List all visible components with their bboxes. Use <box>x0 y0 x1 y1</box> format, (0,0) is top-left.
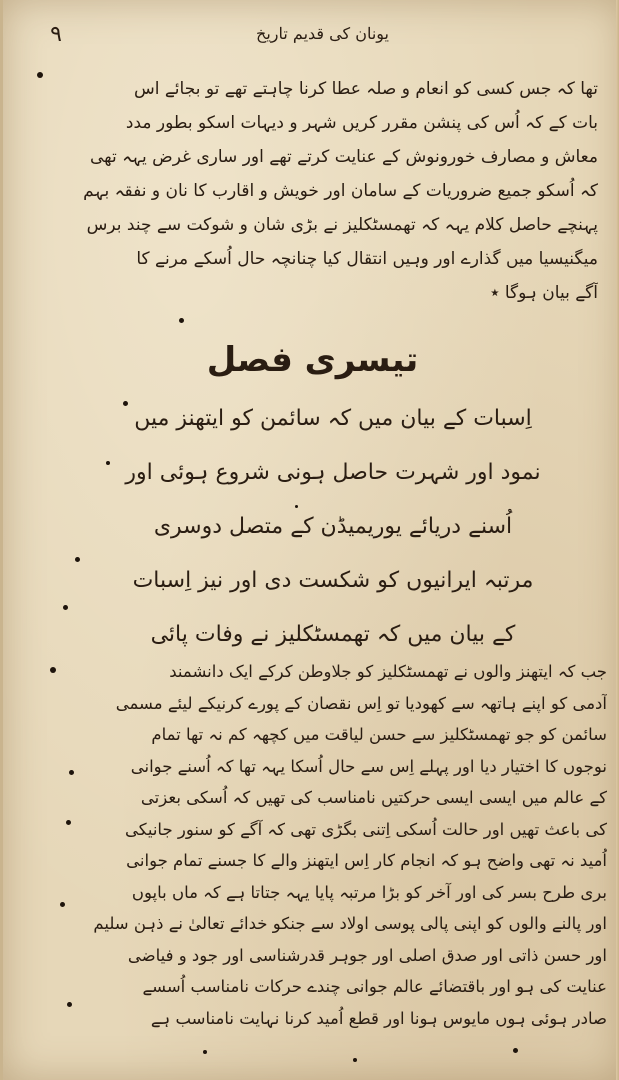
ink-speck <box>106 461 110 465</box>
ink-speck <box>67 1002 72 1007</box>
body-line: سائمن کو جو تھمسٹکلیز سے حسن لیاقت میں کچھہ کم نہ تھا تمام <box>151 725 607 744</box>
ink-speck <box>63 605 68 610</box>
intro-line: معاش و مصارف خورونوش کے عنایت کرتے تھے اور ساری غرض یہہ تھی <box>89 147 598 167</box>
intro-paragraph <box>73 72 598 310</box>
ink-speck <box>203 1050 207 1054</box>
running-title: یونان کی قدیم تاریخ <box>256 24 389 43</box>
ink-speck <box>75 557 80 562</box>
body-line: اور حسن ذاتی اور صدق اصلی اور جوہر قدرشناسی اور جود و فیاضی <box>127 945 607 965</box>
intro-line: پہنچے حاصل کلام یہہ کہ تھمسٹکلیز نے بڑی شان و شوکت سے چند برس <box>86 215 598 235</box>
body-line: جب کہ ایتھنز والوں نے تھمسٹکلیز کو جلاوطن کرکے ایک دانشمند <box>169 662 607 681</box>
body-paragraph <box>75 656 607 1034</box>
ink-speck <box>353 1058 357 1062</box>
body-line: آدمی کو اپنے ہاتھہ سے کھودیا تو اِس نقصان کے پورے کرنیکے لیئے مسمی <box>115 693 607 713</box>
summary-line: کے بیان میں کہ تھمسٹکلیز نے وفات پائی <box>150 622 516 647</box>
ink-speck <box>179 318 184 323</box>
ink-speck <box>123 401 128 406</box>
summary-line: نمود اور شہرت حاصل ہونی شروع ہوئی اور <box>125 460 541 485</box>
body-line: کے عالم میں ایسی ایسی حرکتیں نامناسب کی تھیں کہ اُسکی بعزتی <box>140 788 607 807</box>
ink-speck <box>513 1048 518 1053</box>
intro-line: آگے بیان ہوگا ٭ <box>490 283 598 303</box>
ink-speck <box>50 667 56 673</box>
body-line: اور پالنے والوں کو اپنی پالی پوسی اولاد سے جنکو خدائے تعالیٰ نے ذہن سلیم <box>93 914 607 933</box>
ink-speck <box>60 902 65 907</box>
body-line: نوجوں کا اختیار دیا اور پہلے اِس سے حال اُسکا یہہ تھا کہ اُسنے جوانی <box>130 756 607 776</box>
body-line: عنایت کی ہو اور باقتضائے عالم جوانی چندے حرکات نامناسب اُسسے <box>142 977 607 996</box>
body-line: صادر ہوئی ہوں مایوس ہونا اور قطع اُمید کرنا نہایت نامناسب ہے <box>150 1008 607 1028</box>
ink-speck <box>66 820 71 825</box>
ink-speck <box>69 770 74 775</box>
intro-line: تھا کہ جس کسی کو انعام و صلہ عطا کرنا چاہتے تھے تو بجائے اس <box>133 79 598 99</box>
summary-line: مرتبہ ایرانیوں کو شکست دی اور نیز اِسبات <box>132 568 534 593</box>
chapter-title: تیسری فصل <box>206 340 419 380</box>
page-number: ٩ <box>50 22 62 47</box>
chapter-summary <box>103 392 563 662</box>
intro-line: بات کے کہ اُس کی پنشن مقرر کریں شہر و دیہات اسکو بطور مدد <box>125 113 598 133</box>
body-line: بری طرح بسر کی اور آخر کو بڑا مرتبہ پایا یہہ جتاتا ہے کہ ماں باپوں <box>131 882 607 902</box>
ink-speck <box>37 72 43 78</box>
page-header <box>50 22 582 52</box>
ink-speck <box>295 505 298 508</box>
summary-line: اِسبات کے بیان میں کہ سائمن کو ایتھنز میں <box>134 406 532 431</box>
summary-line: اُسنے دریائے یوریمیڈن کے متصل دوسری <box>153 514 513 539</box>
body-line: کی باعث تھیں اور حالت اُسکی اِتنی بگڑی تھی کہ آگے کو سنور جانیکی <box>125 819 607 839</box>
intro-line: کہ اُسکو جمیع ضروریات کے سامان اور خویش و اقارب کا نان و نفقہ بہم <box>83 181 598 201</box>
intro-line: میگنیسیا میں گذارے اور وہیں انتقال کیا چنانچہ حال اُسکے مرنے کا <box>136 249 598 269</box>
body-line: اُمید نہ تھی واضح ہو کہ انجام کار اِس ایتھنز والے کا جسنے تمام جوانی <box>126 851 607 870</box>
